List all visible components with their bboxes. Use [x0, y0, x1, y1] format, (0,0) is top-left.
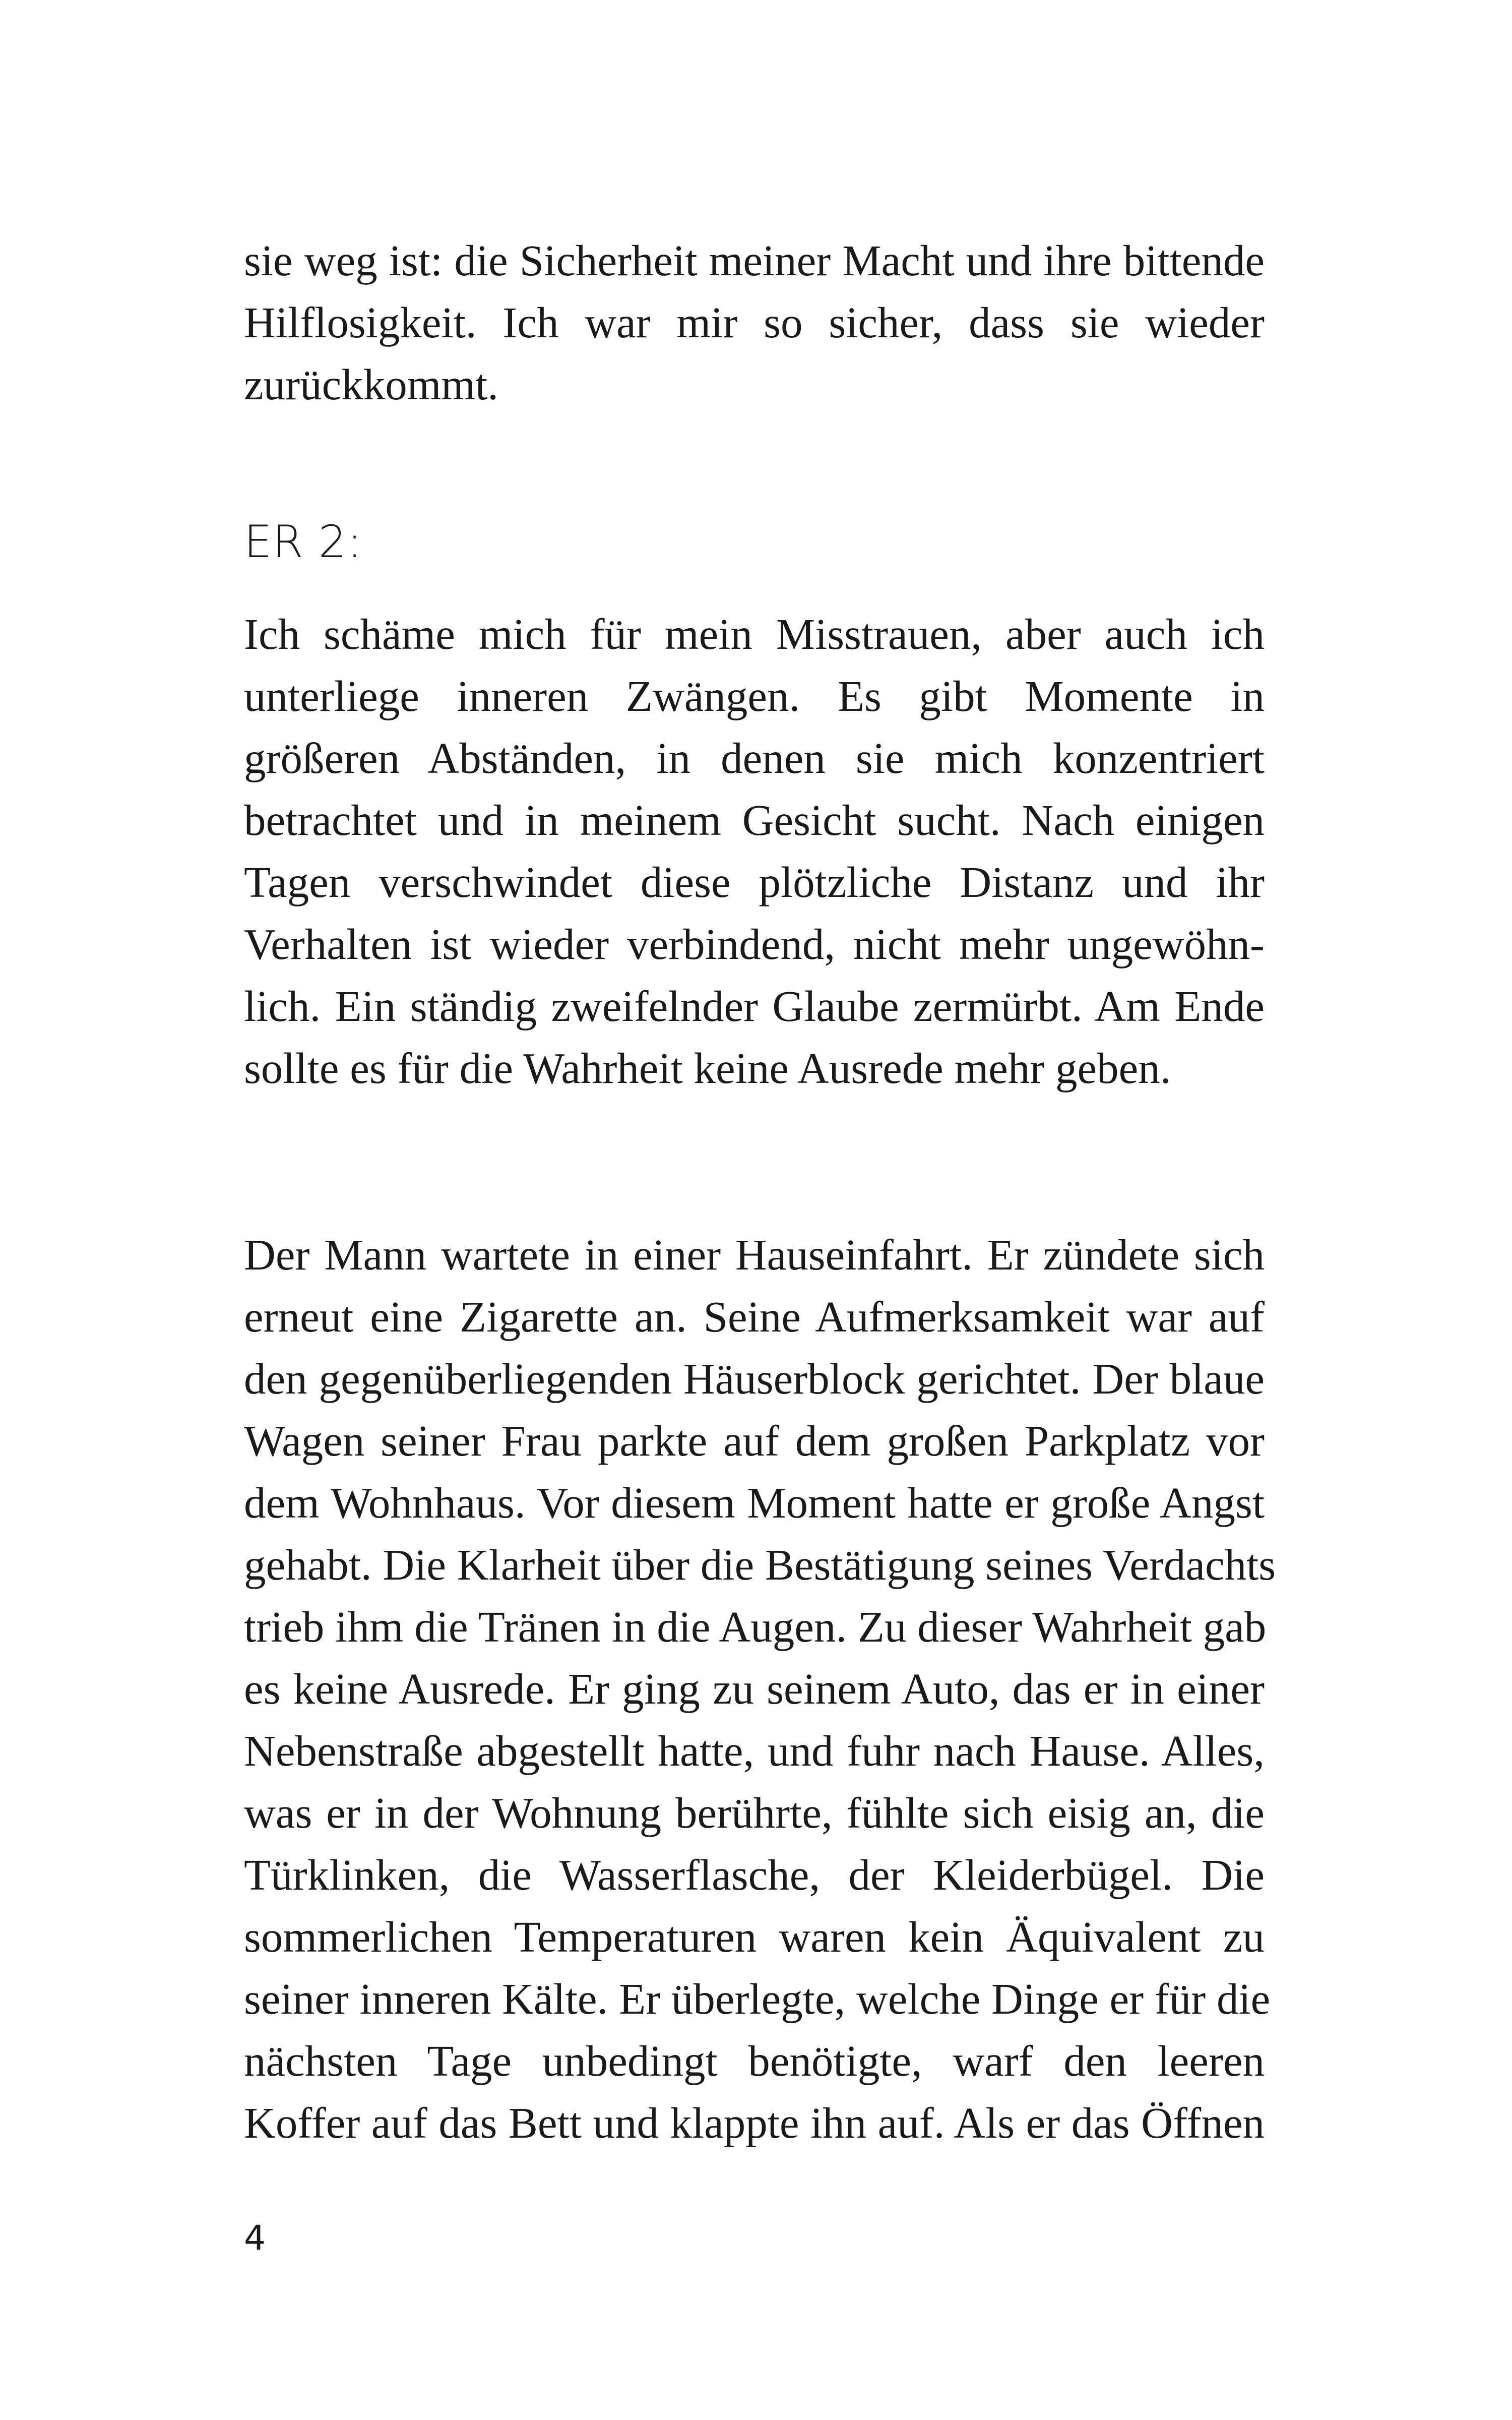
- text-line: betrachtet und in meinem Gesicht sucht. Nach einigen: [244, 796, 1265, 844]
- text-line: den gegenüberliegenden Häuserblock gerichtet. Der blaue: [244, 1354, 1265, 1403]
- text-line: lich. Ein ständig zweifelnder Glaube zermürbt. Am Ende: [244, 982, 1265, 1031]
- text-line: seiner inneren Kälte. Er überlegte, welche Dinge er für die: [244, 1974, 1271, 2023]
- text-line: Türklinken, die Wasserflasche, der Kleiderbügel. Die: [244, 1850, 1265, 1899]
- text-line: was er in der Wohnung berührte, fühlte sich eisig an, die: [244, 1788, 1265, 1837]
- text-line: gehabt. Die Klarheit über die Bestätigung seines Verdachts: [244, 1540, 1276, 1589]
- text-line: erneut eine Zigarette an. Seine Aufmerksamkeit war auf: [244, 1292, 1265, 1341]
- text-line: Tagen verschwindet diese plötzliche Distanz und ihr: [244, 858, 1265, 906]
- paragraph-1: [244, 229, 1265, 415]
- text-line: trieb ihm die Tränen in die Augen. Zu dieser Wahrheit gab: [244, 1602, 1267, 1651]
- text-line: Wagen seiner Frau parkte auf dem großen Parkplatz vor: [244, 1416, 1265, 1465]
- text-line: Ich schäme mich für mein Misstrauen, aber auch ich: [244, 610, 1265, 658]
- text-line: Verhalten ist wieder verbindend, nicht mehr ungewöhn-: [244, 920, 1265, 969]
- text-line: größeren Abständen, in denen sie mich konzentriert: [244, 734, 1265, 782]
- page-number: 4: [244, 2218, 266, 2258]
- text-line: zurückkommt.: [244, 360, 498, 409]
- text-line: Nebenstraße abgestellt hatte, und fuhr nach Hause. Alles,: [244, 1726, 1265, 1775]
- text-line: sollte es für die Wahrheit keine Ausrede mehr geben.: [244, 1044, 1171, 1093]
- text-line: nächsten Tage unbedingt benötigte, warf den leeren: [244, 2036, 1265, 2085]
- text-line: dem Wohnhaus. Vor diesem Moment hatte er große Angst: [244, 1478, 1265, 1527]
- text-line: Hilflosigkeit. Ich war mir so sicher, dass sie wieder: [244, 298, 1265, 347]
- text-line: es keine Ausrede. Er ging zu seinem Auto, das er in einer: [244, 1664, 1265, 1713]
- paragraph-3: [244, 1224, 1276, 2154]
- paragraph-2: [244, 603, 1265, 1099]
- text-line: sommerlichen Temperaturen waren kein Äquivalent zu: [244, 1912, 1265, 1961]
- text-line: unterliege inneren Zwängen. Es gibt Momente in: [244, 672, 1265, 720]
- text-line: sie weg ist: die Sicherheit meiner Macht und ihre bittende: [244, 236, 1265, 285]
- text-line: Der Mann wartete in einer Hauseinfahrt. Er zündete sich: [244, 1230, 1265, 1279]
- section-heading: ER 2:: [244, 516, 363, 568]
- text-line: Koffer auf das Bett und klappte ihn auf. Als er das Öffnen: [244, 2098, 1265, 2147]
